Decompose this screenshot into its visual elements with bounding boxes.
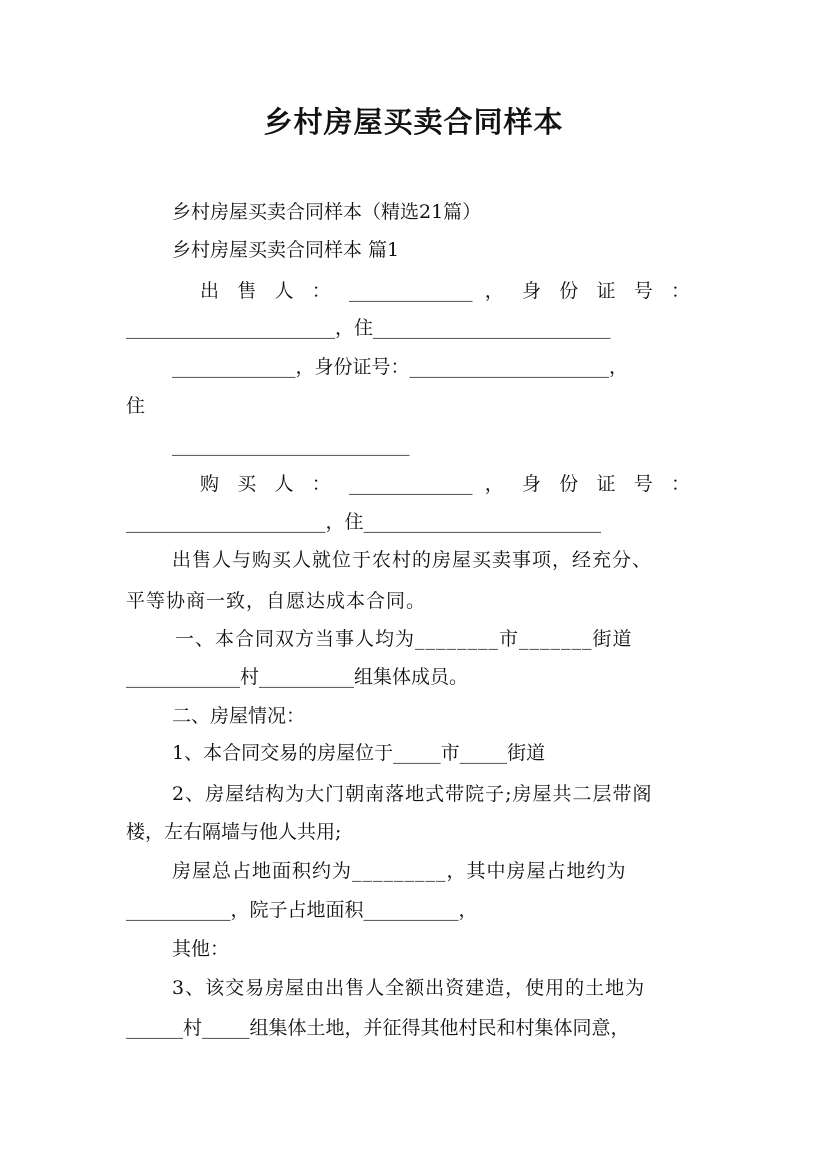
area-line-2: ___________，院子占地面积__________， bbox=[126, 899, 478, 921]
seller-line-3: _____________，身份证号：_____________________， bbox=[172, 356, 629, 378]
buyer-line-2: _____________________，住_________________________ bbox=[126, 511, 602, 533]
item-2-line-1: 2、房屋结构为大门朝南落地式带院子;房屋共二层带阁 bbox=[172, 783, 653, 805]
area-line-1: 房屋总占地面积约为_________，其中房屋占地约为 bbox=[172, 860, 627, 882]
buyer-line-1: 购 买 人 ： _____________ ， 身 份 证 号 ： bbox=[200, 473, 690, 495]
other-label: 其他： bbox=[172, 938, 230, 960]
clause1-line-1: 一、本合同双方当事人均为________市_______街道 bbox=[175, 628, 633, 650]
document-subtitle: 乡村房屋买卖合同样本（精选21篇） bbox=[172, 201, 482, 223]
item-1: 1、本合同交易的房屋位于_____市_____街道 bbox=[172, 742, 546, 764]
seller-line-4: 住 bbox=[126, 395, 146, 417]
intro-line-2: 平等协商一致，自愿达成本合同。 bbox=[126, 590, 427, 612]
item-3-line-1: 3、该交易房屋由出售人全额出资建造，使用的土地为 bbox=[172, 977, 646, 999]
clause2-heading: 二、房屋情况： bbox=[172, 705, 306, 727]
clause1-line-2: ____________村__________组集体成员。 bbox=[126, 666, 469, 688]
item-3-line-2: ______村_____组集体土地，并征得其他村民和村集体同意， bbox=[126, 1017, 630, 1039]
seller-line-2: ______________________，住_________________________ bbox=[126, 317, 611, 339]
chapter-heading: 乡村房屋买卖合同样本 篇1 bbox=[172, 239, 400, 261]
seller-line-5: _________________________ bbox=[172, 434, 410, 456]
seller-line-1: 出 售 人 ： _____________ ， 身 份 证 号 ： bbox=[200, 280, 690, 302]
document-title: 乡村房屋买卖合同样本 bbox=[263, 105, 564, 139]
intro-line-1: 出售人与购买人就位于农村的房屋买卖事项，经充分、 bbox=[172, 549, 653, 571]
item-2-line-2: 楼，左右隔墙与他人共用; bbox=[126, 821, 342, 843]
